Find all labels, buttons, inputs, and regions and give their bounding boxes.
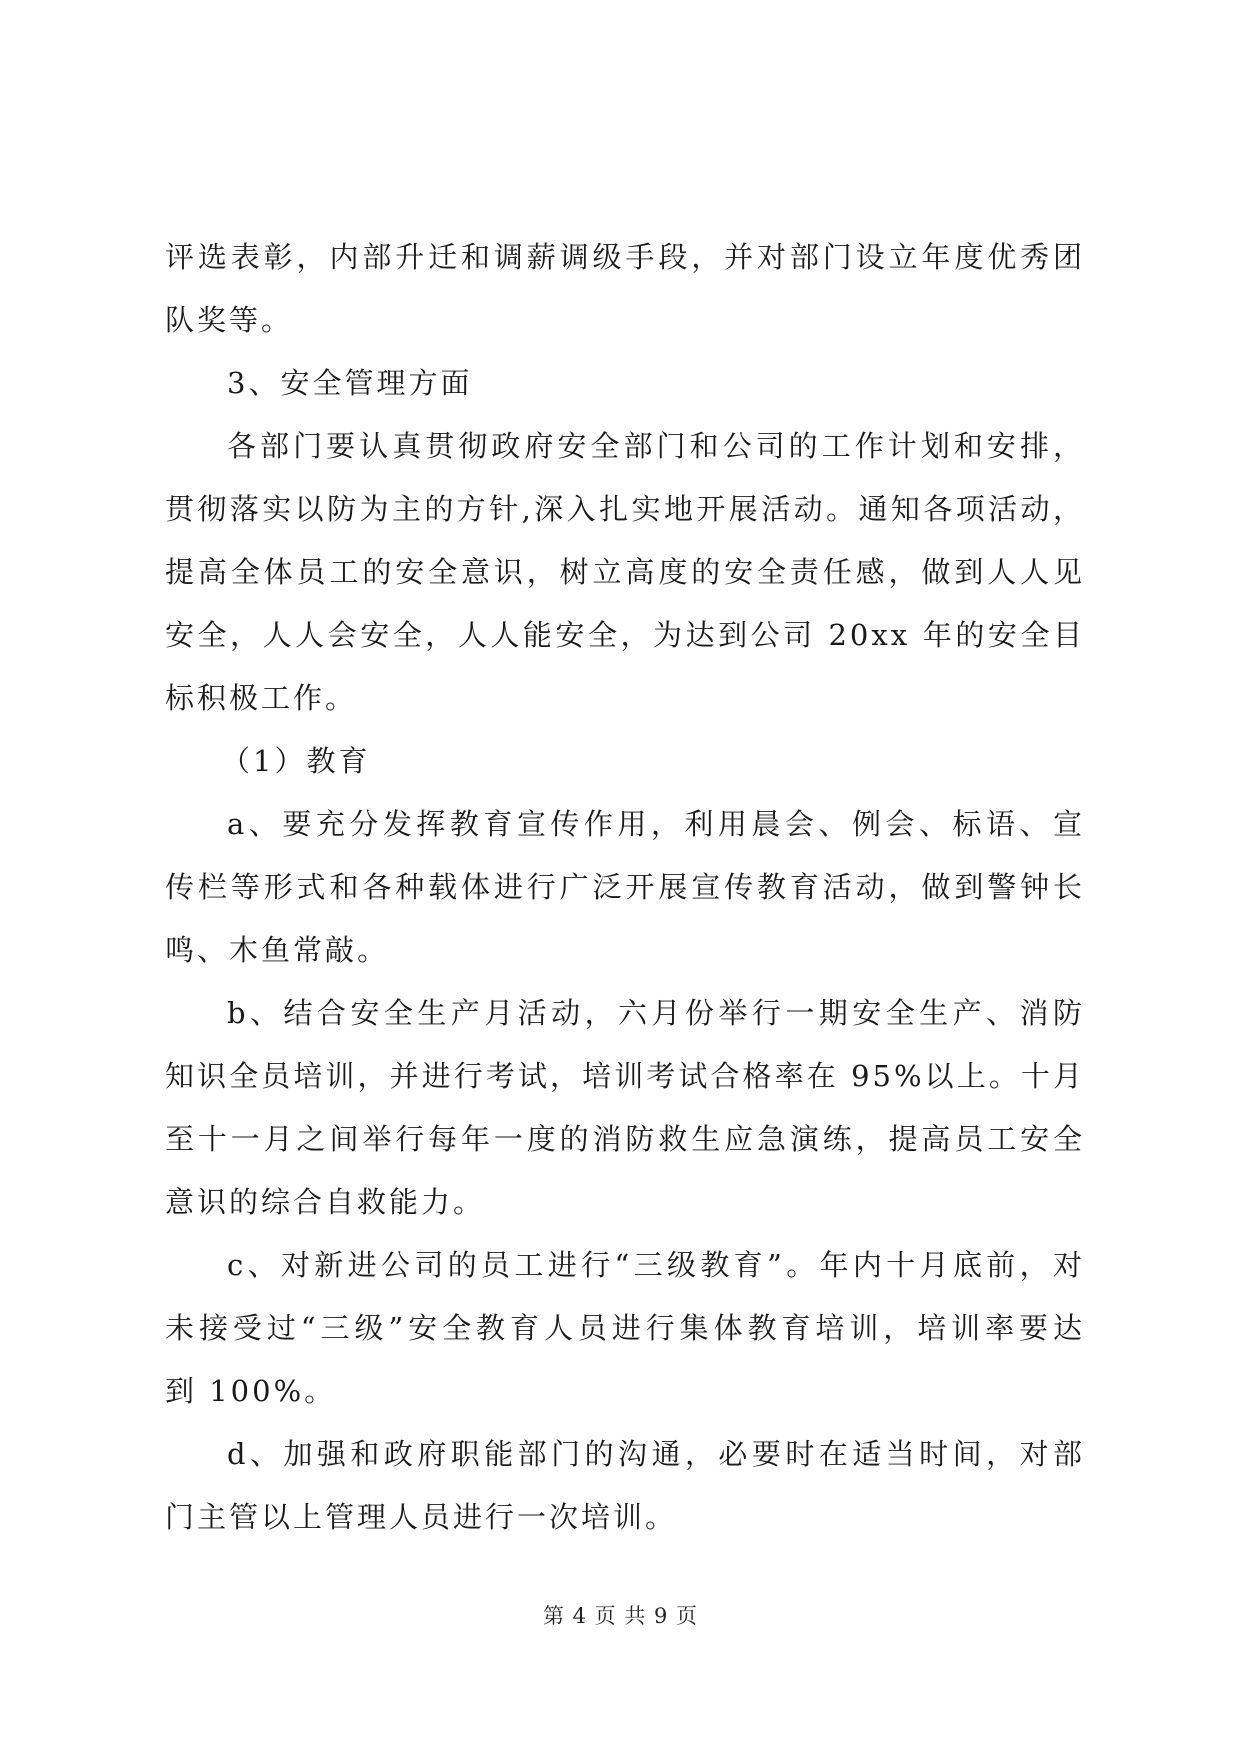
paragraph-line: 队奖等。 xyxy=(165,303,294,337)
paragraph-line: 意识的综合自救能力。 xyxy=(165,1185,486,1219)
paragraph-line: 鸣、木鱼常敲。 xyxy=(165,933,390,967)
paragraph-line: 提高全体员工的安全意识，树立高度的安全责任感，做到人人见 xyxy=(165,555,1085,589)
section-heading: 3、安全管理方面 xyxy=(227,366,473,400)
paragraph-line: 各部门要认真贯彻政府安全部门和公司的工作计划和安排， xyxy=(227,429,1085,463)
paragraph-line: 门主管以上管理人员进行一次培训。 xyxy=(165,1500,678,1534)
paragraph-line: 评选表彰，内部升迁和调薪调级手段，并对部门设立年度优秀团 xyxy=(165,240,1085,274)
paragraph-line: 至十一月之间举行每年一度的消防救生应急演练，提高员工安全 xyxy=(165,1122,1085,1156)
paragraph-line: 知识全员培训，并进行考试，培训考试合格率在 95%以上。十月 xyxy=(165,1059,1085,1093)
paragraph-line: 传栏等形式和各种载体进行广泛开展宣传教育活动，做到警钟长 xyxy=(165,870,1085,904)
paragraph-line: 未接受过“三级”安全教育人员进行集体教育培训，培训率要达 xyxy=(165,1311,1085,1345)
paragraph-line: 贯彻落实以防为主的方针,深入扎实地开展活动。通知各项活动， xyxy=(165,492,1085,526)
paragraph-line: d、加强和政府职能部门的沟通，必要时在适当时间，对部 xyxy=(227,1437,1085,1471)
page-number-footer: 第 4 页 共 9 页 xyxy=(542,1604,699,1628)
paragraph-line: 安全，人人会安全，人人能安全，为达到公司 20xx 年的安全目 xyxy=(165,618,1085,652)
paragraph-line: 标积极工作。 xyxy=(165,681,358,715)
paragraph-line: 到 100%。 xyxy=(165,1374,337,1408)
paragraph-line: b、结合安全生产月活动，六月份举行一期安全生产、消防 xyxy=(227,996,1085,1030)
subsection-heading: （1）教育 xyxy=(221,744,371,778)
paragraph-line: c、对新进公司的员工进行“三级教育”。年内十月底前，对 xyxy=(227,1248,1085,1282)
paragraph-line: a、要充分发挥教育宣传作用，利用晨会、例会、标语、宣 xyxy=(227,807,1085,841)
document-body xyxy=(165,226,1085,1549)
